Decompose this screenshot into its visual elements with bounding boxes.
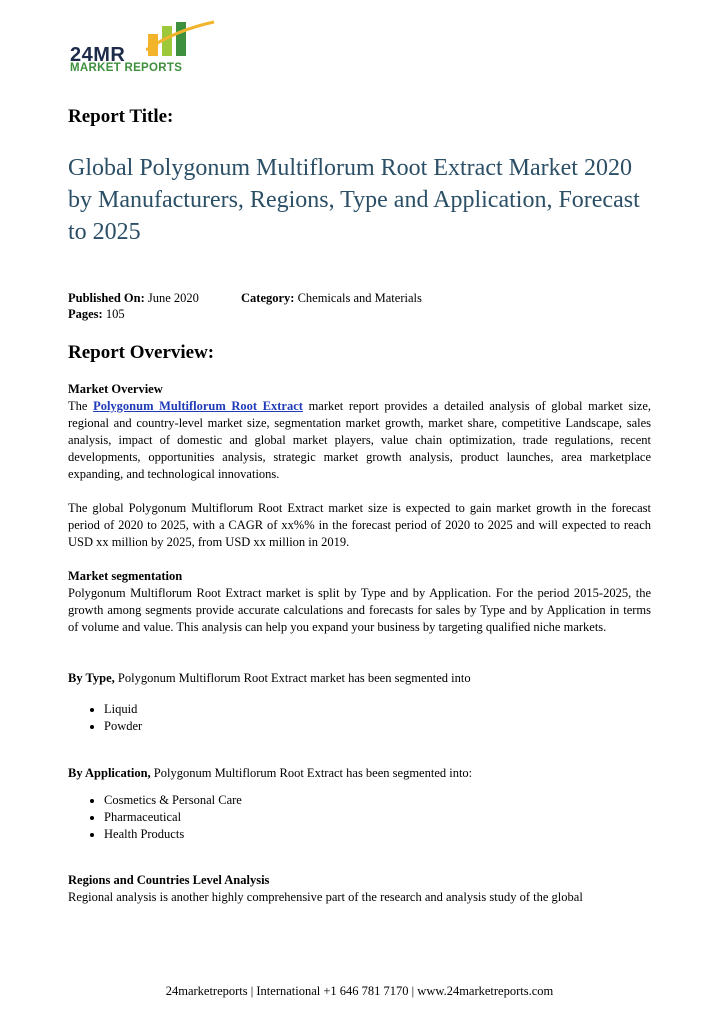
published-label: Published On: bbox=[68, 291, 145, 305]
pages-label: Pages: bbox=[68, 307, 103, 321]
overview-text-pre: The bbox=[68, 399, 94, 413]
list-item: • Liquid bbox=[104, 701, 142, 718]
regions-analysis bbox=[68, 872, 651, 906]
by-application-text: Polygonum Multiflorum Root Extract has been segmented into: bbox=[150, 766, 473, 780]
list-item: • Pharmaceutical bbox=[104, 809, 242, 826]
by-type-text: Polygonum Multiflorum Root Extract market has been segmented into bbox=[114, 671, 471, 685]
report-title-label: Report Title: bbox=[68, 106, 174, 127]
type-list bbox=[68, 701, 142, 735]
list-item: • Powder bbox=[104, 718, 142, 735]
segmentation-text: Polygonum Multiflorum Root Extract market is split by Type and by Application. For the period 2015-2025, the growth among segments provide accurate calculations and forecasts for sales by Type and by Application in terms of volume and value. This analysis can help you expand your business by targeting qualified niche markets. bbox=[68, 586, 651, 634]
application-list bbox=[68, 792, 242, 843]
regions-text: Regional analysis is another highly comprehensive part of the research and analysis study of the global bbox=[68, 890, 583, 904]
report-overview-heading: Report Overview: bbox=[68, 342, 215, 363]
market-size-paragraph: The global Polygonum Multiflorum Root Extract market size is expected to gain market growth in the forecast period of 2020 to 2025, with a CAGR of xx%% in the forecast period of 2020 to 2025 and will expected to reach USD xx million by 2025, from USD xx million in 2019. bbox=[68, 501, 651, 549]
category bbox=[241, 291, 422, 306]
product-link[interactable]: Polygonum Multiflorum Root Extract bbox=[93, 399, 303, 413]
list-item: • Health Products bbox=[104, 826, 242, 843]
overview-text-post: market report provides a detailed analysis of global market size, regional and country-level market size, segmentation market growth, market share, competitive Landscape, sales analysis, impact of domestic and global market players, value chain optimization, trade regulations, recent developments, opportunities analysis, strategic market growth analysis, product launches, area marketplace expanding, and technological innovations. bbox=[68, 399, 652, 481]
regions-heading: Regions and Countries Level Analysis bbox=[68, 873, 270, 887]
published-on bbox=[68, 291, 199, 306]
market-overview bbox=[68, 381, 651, 483]
category-value: Chemicals and Materials bbox=[297, 291, 422, 305]
list-item: • Cosmetics & Personal Care bbox=[104, 792, 242, 809]
report-title: Global Polygonum Multiflorum Root Extract Market 2020 by Manufacturers, Regions, Type and Application, Forecast to 2025 bbox=[68, 155, 640, 245]
pages-value: 105 bbox=[105, 307, 125, 321]
market-segmentation bbox=[68, 568, 651, 636]
published-value: June 2020 bbox=[147, 291, 199, 305]
pages bbox=[68, 307, 125, 322]
by-type bbox=[68, 670, 651, 687]
market-overview-heading: Market Overview bbox=[68, 382, 163, 396]
logo-tagline: MARKET REPORTS bbox=[70, 62, 183, 74]
footer-contact: 24marketreports | International +1 646 781 7170 | www.24marketreports.com bbox=[165, 984, 554, 998]
by-type-label: By Type, bbox=[68, 671, 115, 685]
category-label: Category: bbox=[241, 291, 295, 305]
company-logo bbox=[70, 20, 220, 78]
by-application bbox=[68, 765, 651, 782]
logo-bars-icon bbox=[146, 20, 216, 56]
logo-wordmark: 24MR bbox=[70, 44, 126, 66]
by-application-label: By Application, bbox=[68, 766, 151, 780]
segmentation-heading: Market segmentation bbox=[68, 569, 183, 583]
